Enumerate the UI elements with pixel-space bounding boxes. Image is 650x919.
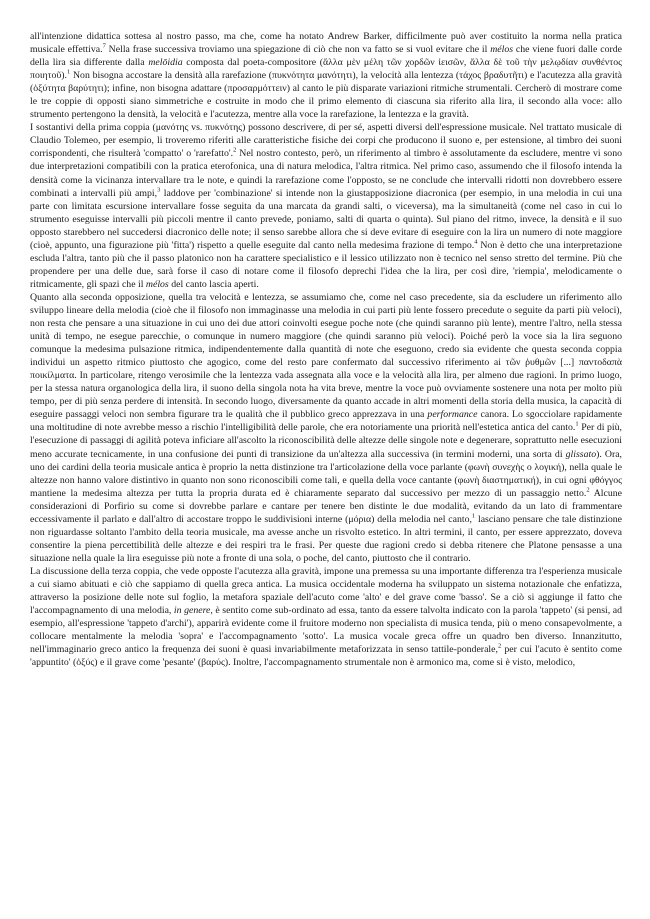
footnote-marker: 1 (67, 68, 71, 76)
text-run: Nella frase successiva troviamo una spiegazione di ciò che non va fatto se si vuol evitare che il (105, 44, 491, 56)
text-run: laddove per 'combinazione' si intende non la giustapposizione diacronica (per esempio, in una melodia in cui una parte con limitata escursione intervallare fosse seguita da una marcata da grandi salti, o viceversa), ma la simultaneità (come nel caso in cui lo strumento eseguisse intervalli più piccoli mentre il canto prevede, poniamo, salti di quarta o quinta). Sul piano del ritmo, invece, la densità e il suo opposto starebbero nel succedersi diacronico delle note; il senso sarebbe allora che si deve evitare di eseguire con la lira un numero di note maggiore (cioè, appunto, una figurazione più 'fitta') rispetto a quelle eseguite dal canto nella medesima frazione di tempo. (30, 187, 623, 251)
italic-text: mélos (145, 278, 169, 290)
text-run: del canto lascia aperti. (168, 278, 259, 290)
paragraph (30, 291, 622, 565)
footnote-marker: 2 (586, 486, 590, 494)
text-run: Alcune considerazioni di Porfirio su come si dovrebbe parlare e cantare per tenere ben distinte le due modalità, evitando da un lato di frammentare eccessivamente il parlato e dall'altro di accostare troppo le suddivisioni interne (μόρια) della melodia nel canto, (30, 487, 622, 525)
text-run: composta dal poeta-compositore (ἄλλα μὲν μέλη τῶν χορδῶν ἱεισῶν, ἄλλα δὲ τοῦ τὴν μελῳδίαν συνθέντος ποιητοῦ). (30, 57, 622, 82)
italic-text: mélos (490, 44, 514, 56)
text-run: La discussione della terza coppia, che vede opposte l'acutezza alla gravità, impone una premessa su una importante differenza tra l'esperienza musicale a cui siamo abituati e ciò che sappiamo di quella greca antica. La musica occidentale moderna ha sviluppato un sistema notazionale che enfatizza, attraverso la posizione delle note sul foglio, la metafora spaziale dell'acuto come 'alto' e del grave come 'basso'. Se a ciò si aggiunge il fatto che l'accompagnamento di una melodia, (30, 565, 622, 617)
italic-text: performance (427, 409, 478, 421)
footnote-marker: 2 (497, 642, 502, 650)
text-run: ). Ora, uno dei cardini della teoria musicale antica è proprio la netta distinzione tra l'articolazione della voce parlante (φωνὴ συνεχὴς ο λογική), nella quale le altezze non hanno valore distintivo in quanto non sono riconoscibili come tali, e quella della voce cantante (φωνὴ διαστηματική), in cui ogni φθόγγος mantiene la medesima altezza per tutta la propria durata ed è chiaramente separato dal successivo per mezzo di un passaggio netto. (30, 448, 623, 499)
footnote-marker: 1 (575, 421, 579, 429)
text-run: Non è detto che una interpretazione escluda l'altra, tanto più che il passo platonico non ha carattere specialistico e il lessico utilizzato non è tecnico nel senso stretto del termine. Più che propendere per una delle due, sarà forse il caso di notare come il filosofo deprechi l'idea che la lira, per così dire, 'riempia', melodicamente o ritmicamente, gli spazi che il (30, 239, 622, 290)
text-run: per cui l'acuto è sentito come 'appuntito' (ὀξύς) e il grave come 'pesante' (βαρύς). Inoltre, l'accompagnamento strumentale non è armonico ma, come si è visto, melodico, (30, 644, 622, 669)
italic-text: melōidia (148, 57, 183, 69)
text-run: Nel nostro contesto, però, un riferimento al timbro è assolutamente da escludere, mentre vi sono due interpretazioni compatibili con la pratica eterofonica, una di natura melodica, l'altra ritmica. Nel primo caso, assumendo che il filosofo intenda la densità come la vicinanza intervallare tra le note, e quindi la rarefazione come l'opposto, se ne conclude che intervalli ridotti non dovrebbero essere combinati a intervalli più ampi, (30, 148, 622, 199)
text-run: I sostantivi della prima coppia (μανότης vs. πυκνότης) possono descrivere, di per sé, aspetti diversi dell'espressione musicale. Nel trattato musicale di Claudio Tolemeo, per esempio, li troveremo riferiti alle caratteristiche fisiche dei corpi che producono il suono e, per estensione, al timbro dei suoni corrispondenti, che risulterà 'compatto' o 'rarefatto'. (30, 122, 622, 160)
italic-text: glissato (565, 448, 597, 460)
text-run: che viene fuori dalle corde della lira sia differente dalla (30, 44, 622, 69)
text-run: canora. Lo sgocciolare rapidamente una moltitudine di note avrebbe messo a rischio l'intelligibilità delle parole, che era notoriamente una priorità nell'estetica antica del canto. (30, 409, 622, 434)
footnote-marker: 7 (102, 42, 106, 50)
text-run: lasciano pensare che tale distinzione non riguardasse soltanto l'ambito della teoria musicale, ma avesse anche un risvolto estetico. In altri termini, il canto, per essere apprezzato, doveva consentire la piena percettibilità delle altezze e dei respiri tra le frasi. Per queste due ragioni credo si debba ritenere che Platone pensasse a una situazione nella quale la lira eseguisse più note a fronte di una sola, o poche, del canto, piuttosto che il contrario. (30, 513, 622, 564)
paragraph (30, 121, 622, 291)
italic-text: in genere (173, 605, 211, 617)
footnote-marker: 3 (157, 186, 161, 194)
footnote-marker: 1 (471, 512, 476, 520)
text-run: Non bisogna accostare la densità alla rarefazione (πυκνότητα μανότητι), la velocità alla lentezza (τάχος βραδυτῆτι) e l'acutezza alla gravità (ὀξύτητα βαρύτητι); infine, non bisogna adattare (προσαρμόττειν) al canto le più disparate variazioni ritmiche strumentali. Cercherò di mostrare come le tre coppie di opposti siano simmetriche e costruite in modo che il primo elemento di ciascuna sia riferito alla lira, il secondo alla voce: allo strumento pertengono la densità, la velocità e l'acutezza, mentre alla voce la rarefazione, la lentezza e la gravità. (30, 70, 622, 121)
text-run: Quanto alla seconda opposizione, quella tra velocità e lentezza, se assumiamo che, come nel caso precedente, sia da escludere un riferimento allo sviluppo lineare della melodia (cioè che il filosofo non immaginasse una melodia in cui parti più lente fossero precedute o seguite da parti più veloci), non resta che pensare a una situazione in cui uno dei due attori coinvolti eseguе poche note (che quindi saranno più lente), mentre l'altro, nella stessa unità di tempo, ne esegue parecchie, o comunque in numero maggiore (che quindi saranno più veloci). Poiché però la voce sia la lira seguono comunque la medesima pulsazione ritmica, indipendentemente dalla quantità di note che eseguono, credo sia evidente che questa seconda coppia individui un aspetto ritmico piuttosto che agogico, come del resto pare confermato dal successivo riferimento ai τῶν ῥυθμῶν [...] παντοδαπὰ ποικίλματα. In particolare, ritengo verosimile che la lentezza vada assegnata alla voce e la velocità alla lira, per almeno due ragioni. In primo luogo, per la stessa natura organologica della lira, il suono della singola nota ha vita breve, mentre la voce può ovviamente sostenere una nota per molto più tempo, per di più senza perdere di intensità. In secondo luogo, diversamente da quanto accade in altri momenti della storia della musica, la capacità di eseguire passaggi veloci non sembra figurare tra le qualità che il pubblico greco apprezzava in una (30, 291, 622, 421)
footnote-marker: 4 (474, 238, 478, 246)
paragraph (30, 30, 622, 121)
footnote-marker: 2 (233, 147, 237, 155)
text-run: all'intenzione didattica sottesa al nostro passo, ma che, come ha notato Andrew Barker, difficilmente può aver costituito la norma nella pratica musicale effettiva. (30, 31, 622, 56)
text-run: Per di più, l'esecuzione di passaggi di agilità poteva inficiare all'ascolto la riconoscibilità delle altezze delle singole note e degenerare, soprattutto nelle esecuzioni meno accurate tecnicamente, in una confusione dei punti di transizione da un'altezza alla successiva (in termini moderni, una sorta di (30, 422, 622, 460)
text-run: , è sentito come sub-ordinato ad essa, tanto da essere talvolta indicato con la parola 'tappeto' (si pensi, ad esempio, all'espressione 'tappeto d'archi'), apparirà evidente come il fruitore moderno non specialista di musica tenda, più o meno consapevolmente, a collocare mentalmente la melodia 'sopra' e l'accompagnamento 'sotto'. La musica vocale greca offre un quadro ben diverso. Innanzitutto, nell'immaginario greco antico la frequenza dei suoni è quasi invariabilmente metaforizzata in senso tattile-ponderale, (30, 605, 622, 656)
paragraph (30, 565, 622, 669)
